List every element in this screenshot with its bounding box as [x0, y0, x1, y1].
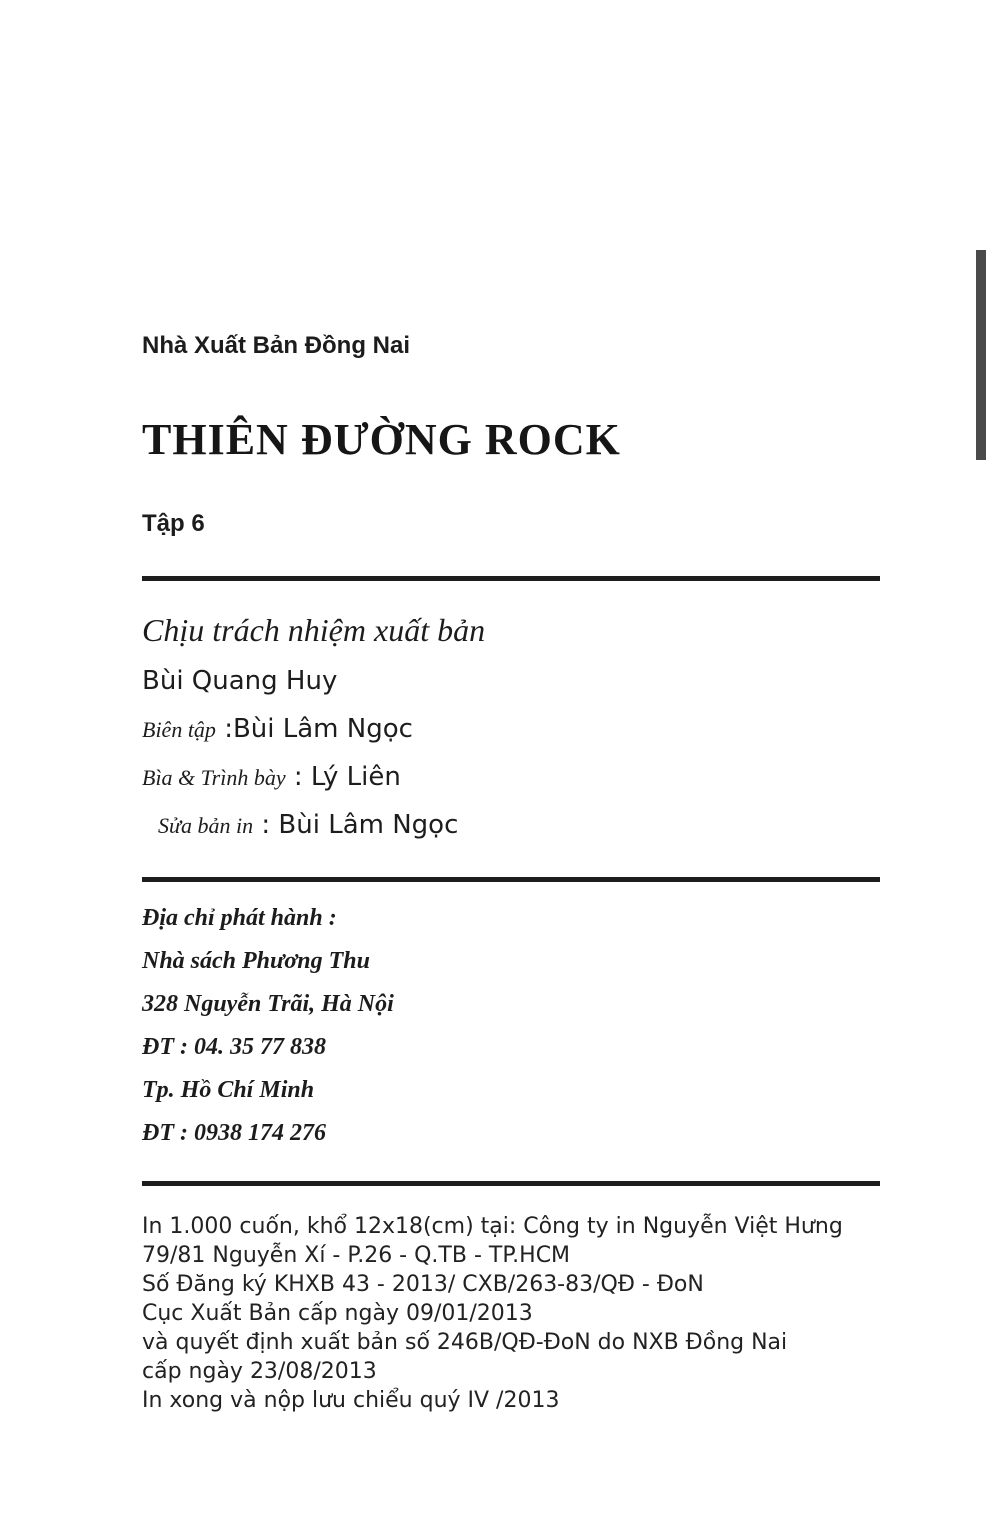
publisher-name: Nhà Xuất Bản Đồng Nai: [142, 332, 411, 359]
editor-credit: [142, 714, 413, 744]
store-address: 328 Nguyễn Trãi, Hà Nội: [142, 991, 394, 1017]
cover-credit: [142, 762, 401, 792]
colophon-line: In 1.000 cuốn, khổ 12x18(cm) tại: Công ty in Nguyễn Việt Hưng: [142, 1214, 843, 1239]
credits-heading: Chịu trách nhiệm xuất bản: [142, 612, 486, 648]
proof-name: : Bùi Lâm Ngọc: [261, 810, 459, 840]
distribution-heading: Địa chỉ phát hành :: [142, 905, 337, 931]
editor-name: :Bùi Lâm Ngọc: [224, 714, 413, 744]
colophon-line: Cục Xuất Bản cấp ngày 09/01/2013: [142, 1301, 533, 1326]
volume-number: Tập 6: [142, 510, 205, 537]
store-name: Nhà sách Phương Thu: [142, 948, 370, 974]
divider-rule: [142, 877, 880, 882]
colophon-line: Số Đăng ký KHXB 43 - 2013/ CXB/263-83/QĐ - ĐoN: [142, 1272, 704, 1297]
phone-hcm: ĐT : 0938 174 276: [142, 1120, 326, 1146]
scan-edge-shadow: [976, 250, 986, 460]
responsible-name: Bùi Quang Huy: [142, 666, 338, 696]
divider-rule: [142, 1181, 880, 1186]
colophon-line: 79/81 Nguyễn Xí - P.26 - Q.TB - TP.HCM: [142, 1243, 571, 1268]
colophon-line: và quyết định xuất bản số 246B/QĐ-ĐoN do NXB Đồng Nai: [142, 1330, 788, 1355]
proof-credit: [158, 810, 458, 840]
book-title: THIÊN ĐƯỜNG ROCK: [142, 415, 621, 464]
phone-hanoi: ĐT : 04. 35 77 838: [142, 1034, 326, 1060]
city-name: Tp. Hồ Chí Minh: [142, 1077, 315, 1103]
colophon: [142, 1212, 902, 1415]
cover-role: Bìa & Trình bày: [142, 765, 286, 790]
divider-rule: [142, 576, 880, 581]
proof-role: Sửa bản in: [158, 813, 254, 838]
editor-role: Biên tập: [142, 717, 216, 742]
cover-name: : Lý Liên: [293, 762, 401, 792]
colophon-line: cấp ngày 23/08/2013: [142, 1359, 377, 1384]
colophon-line: In xong và nộp lưu chiểu quý IV /2013: [142, 1388, 560, 1413]
